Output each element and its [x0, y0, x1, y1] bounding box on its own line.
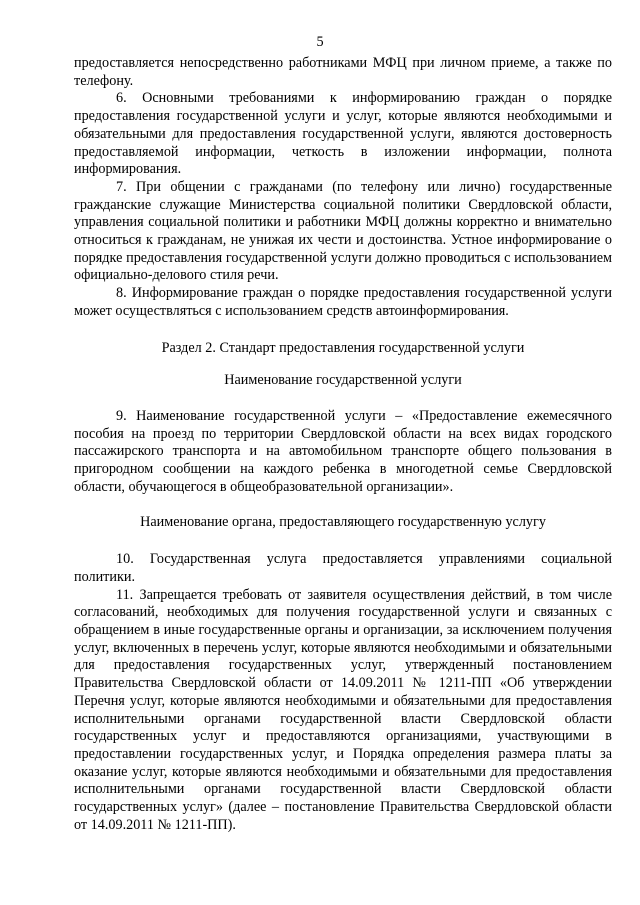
- section-heading: Раздел 2. Стандарт предоставления государственной услуги: [161, 339, 525, 356]
- paragraph-continuation: предоставляется непосредственно работниками МФЦ при личном приеме, а также по телефону.: [74, 55, 612, 89]
- paragraph-9: 9. Наименование государственной услуги – «Предоставление ежемесячного пособия на проезд по территории Свердловской области на всех видах городского пассажирского транспорта и на автомобильном транспорте общего пользования в пригородном сообщении на каждого ребенка в многодетной семье Свердловской области, обучающегося в общеобразовательной организации».: [74, 407, 612, 495]
- page-number: 5: [316, 34, 324, 50]
- paragraph-10: 10. Государственная услуга предоставляется управлениями социальной политики.: [74, 551, 612, 585]
- paragraph-7: 7. При общении с гражданами (по телефону или лично) государственные гражданские служащие Министерства социальной политики Свердловской области, управления социальной политики и работники МФЦ должны корректно и внимательно относиться к гражданам, не унижая их чести и достоинства. Устное информирование о порядке предоставления государственной услуги должно проводиться с использованием официально-делового стиля речи.: [74, 178, 612, 284]
- document-body: [74, 55, 612, 834]
- subsection-heading-service-name: Наименование государственной услуги: [224, 372, 462, 389]
- paragraph-8: 8. Информирование граждан о порядке предоставления государственной услуги может осуществляться с использованием средств автоинформирования.: [74, 285, 612, 319]
- subsection-heading-organ: Наименование органа, предоставляющего государственную услугу: [140, 514, 546, 531]
- paragraph-11: 11. Запрещается требовать от заявителя осуществления действий, в том числе согласований, необходимых для получения государственной услуги и связанных с обращением в иные государственные органы и организации, за исключением получения услуг, включенных в перечень услуг, которые являются необходимыми и обязательными для предоставления государственных услуг, утвержденный постановлением Правительства Свердловской области от 14.09.2011 № 1211-ПП «Об утверждении Перечня услуг, которые являются необходимыми и обязательными для предоставления исполнительными органами государственной власти Свердловской области государственных услуг и предоставляются организациями, участвующими в предоставлении государственных услуг, и Порядка определения размера платы за оказание услуг, которые являются необходимыми и обязательными для предоставления исполнительными органами государственной власти Свердловской области государственных услуг» (далее – постановление Правительства Свердловской области от 14.09.2011 № 1211-ПП).: [74, 586, 612, 833]
- paragraph-6: 6. Основными требованиями к информированию граждан о порядке предоставления государственной услуги и услуг, которые являются необходимыми и обязательными для предоставления государственной услуги, являются достоверность предоставляемой информации, четкость в изложении информации, полнота информирования.: [74, 90, 612, 178]
